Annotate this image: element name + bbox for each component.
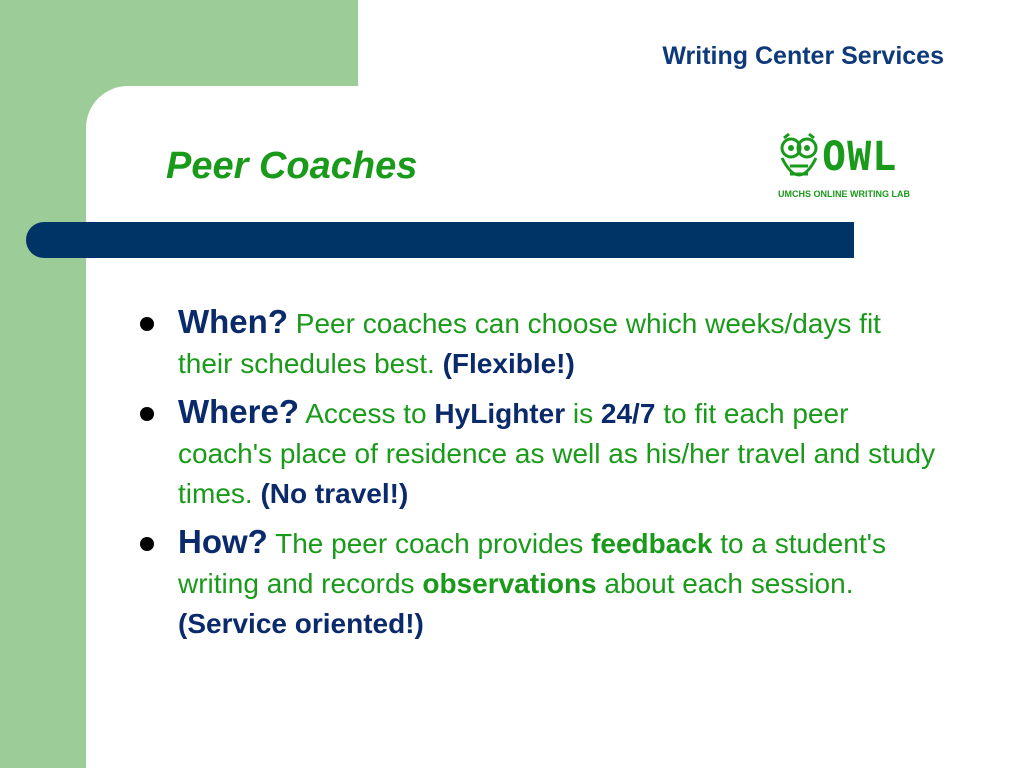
bullet-bold: feedback — [591, 528, 713, 559]
bullet-text: The peer coach provides — [275, 528, 584, 559]
owl-icon — [776, 132, 822, 192]
bullet-bold: 24/7 — [600, 398, 656, 429]
bullet-bold: HyLighter — [434, 398, 566, 429]
bullet-how — [138, 522, 938, 644]
bullet-emphasis: (Service oriented!) — [178, 608, 424, 639]
bullet-bold: observations — [422, 568, 597, 599]
bullet-dot-icon — [140, 537, 154, 551]
bullet-text: about each session. — [604, 568, 854, 599]
bullet-text: Peer coaches can choose which weeks/days fit their schedules best. — [178, 308, 881, 379]
bullet-keyword: When? — [178, 303, 288, 340]
title-divider-bar — [26, 222, 854, 258]
bullet-dot-icon — [140, 317, 154, 331]
bullet-dot-icon — [140, 407, 154, 421]
bullet-emphasis: (No travel!) — [260, 478, 409, 509]
bullet-list — [138, 302, 938, 652]
header-title: Writing Center Services — [662, 42, 944, 70]
bullet-text: to fit each peer coach's place of residence as well as his/her travel and study times. — [178, 398, 936, 509]
bullet-where — [138, 392, 938, 514]
bullet-keyword: Where? — [178, 393, 300, 430]
slide-title: Peer Coaches — [166, 145, 418, 187]
logo-text: OWL — [822, 134, 898, 180]
bullet-text: Access to — [305, 398, 427, 429]
bullet-when — [138, 302, 938, 384]
bullet-keyword: How? — [178, 523, 268, 560]
logo-subtitle: UMCHS ONLINE WRITING LAB — [778, 189, 910, 199]
bullet-text: is — [572, 398, 594, 429]
bullet-emphasis: (Flexible!) — [442, 348, 575, 379]
bullet-text: to a student's writing and records — [178, 528, 886, 599]
